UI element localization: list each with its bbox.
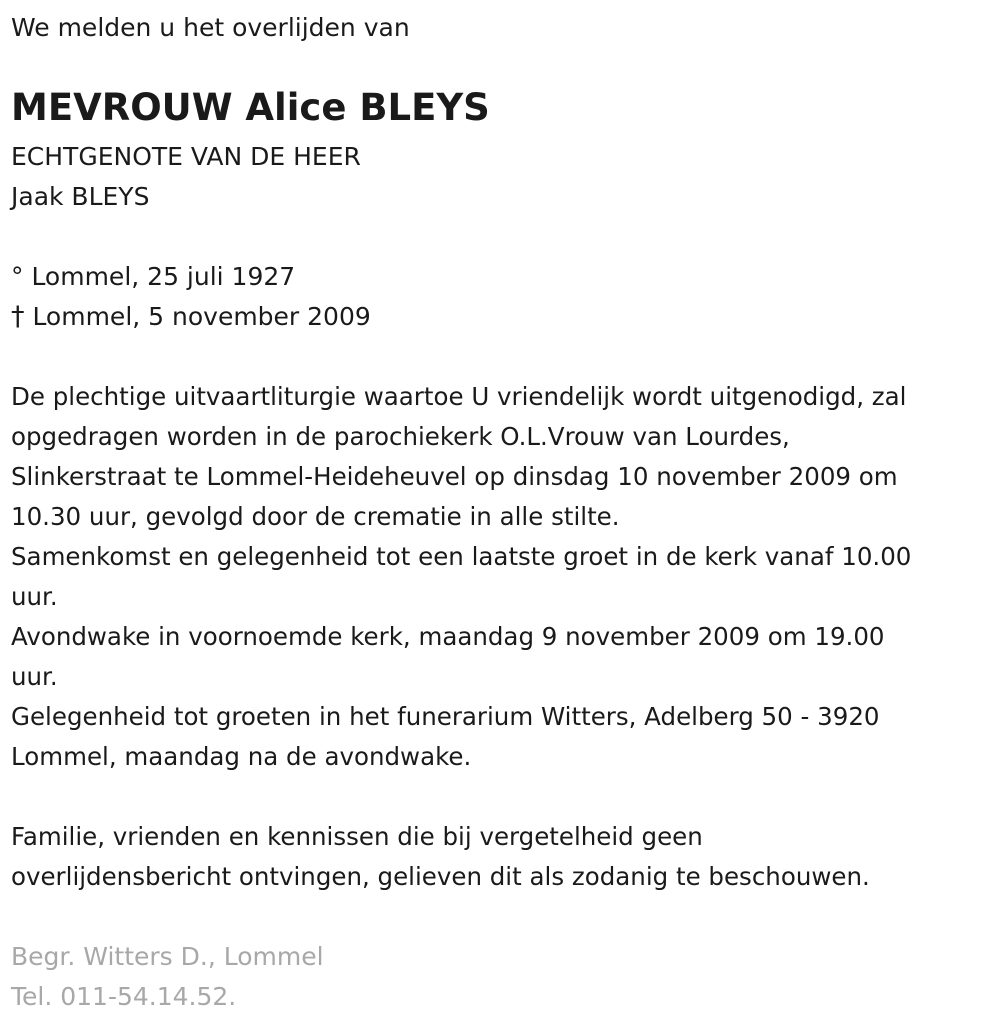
undertaker-phone: Tel. 011-54.14.52. (11, 982, 237, 1011)
death-date: Lommel, 5 november 2009 (24, 302, 371, 331)
spacer (11, 217, 1000, 257)
undertaker-name: Begr. Witters D., Lommel (11, 942, 324, 971)
spacer (11, 337, 1000, 377)
spouse-title: ECHTGENOTE VAN DE HEER (11, 142, 361, 171)
ceremony-line: uur. (11, 582, 58, 611)
notice-line: overlijdensbericht ontvingen, gelieven dit als zodanig te beschouwen. (11, 862, 870, 891)
ceremony-details (11, 377, 1000, 777)
ceremony-line: Lommel, maandag na de avondwake. (11, 742, 472, 771)
birth-date: ° Lommel, 25 juli 1927 (11, 262, 296, 291)
death-date-line (11, 297, 1000, 337)
spacer (11, 777, 1000, 817)
cross-icon: † (11, 301, 25, 332)
life-dates (11, 257, 1000, 337)
spouse-name: Jaak BLEYS (11, 182, 150, 211)
ceremony-line: 10.30 uur, gevolgd door de crematie in alle stilte. (11, 502, 620, 531)
intro-text: We melden u het overlijden van (11, 13, 410, 42)
ceremony-line: De plechtige uitvaartliturgie waartoe U vriendelijk wordt uitgenodigd, zal (11, 382, 907, 411)
ceremony-line: Gelegenheid tot groeten in het funerarium Witters, Adelberg 50 - 3920 (11, 702, 880, 731)
deceased-name: MEVROUW Alice BLEYS (11, 86, 490, 129)
ceremony-line: Samenkomst en gelegenheid tot een laatste groet in de kerk vanaf 10.00 (11, 542, 912, 571)
undertaker-footer (11, 937, 1000, 1017)
ceremony-line: opgedragen worden in de parochiekerk O.L.Vrouw van Lourdes, (11, 422, 790, 451)
ceremony-line: Avondwake in voornoemde kerk, maandag 9 november 2009 om 19.00 (11, 622, 885, 651)
ceremony-line: Slinkerstraat te Lommel-Heideheuvel op dinsdag 10 november 2009 om (11, 462, 898, 491)
ceremony-line: uur. (11, 662, 58, 691)
spacer (11, 897, 1000, 937)
notice-paragraph (11, 817, 1000, 897)
spouse-block (11, 137, 1000, 217)
notice-line: Familie, vrienden en kennissen die bij vergetelheid geen (11, 822, 703, 851)
